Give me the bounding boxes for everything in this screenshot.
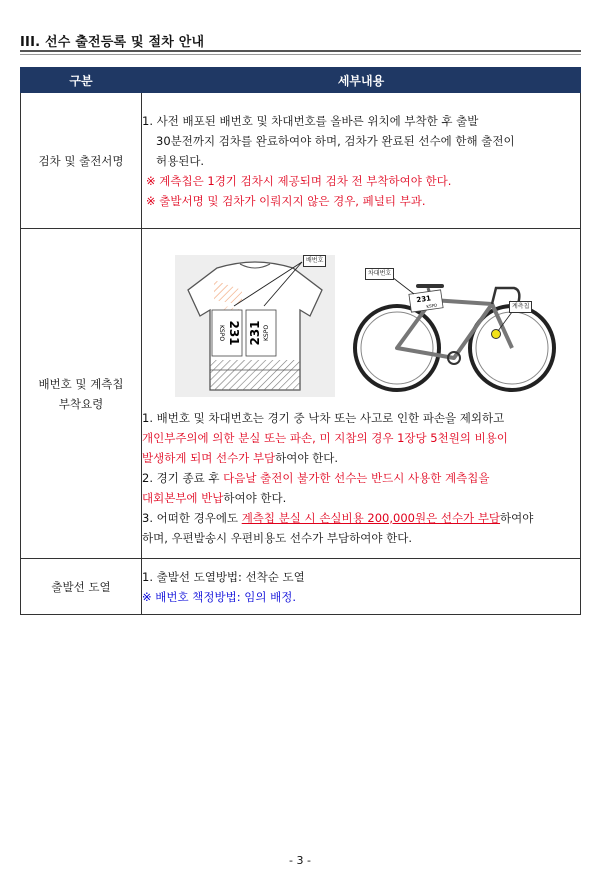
table-row: [21, 93, 581, 229]
item-line: 1. 사전 배포된 배번호 및 차대번호를 올바른 위치에 부착한 후 출발: [142, 113, 479, 128]
bib-side-right: KSPO: [263, 324, 270, 341]
category-start-line: 출발선 도열: [21, 559, 142, 615]
red-span: 다음날 출전이 불가한 선수는 반드시 사용한 계측칩을: [223, 470, 490, 485]
heading-rule-thin: [20, 54, 581, 55]
text-span: 하여야 한다.: [223, 490, 287, 505]
item-line: 30분전까지 검차를 완료하여야 하며, 검차가 완료된 선수에 한해 출전이: [156, 133, 515, 148]
rule-para-3: [142, 508, 580, 548]
frame-arrow: [392, 277, 414, 294]
table-row: [21, 229, 581, 559]
details-bib: [142, 229, 581, 559]
para-line: [142, 468, 580, 488]
item-line: 허용된다.: [156, 153, 205, 168]
bib-number-right: 231: [248, 319, 262, 346]
bib-number-left: 231: [227, 319, 241, 346]
para-line: [142, 448, 580, 468]
heading-rule: [20, 50, 581, 52]
label-frame: 차대번호: [365, 268, 394, 280]
note-chip: ※ 계측칩은 1경기 검차시 제공되며 검차 전 부착하여야 한다.: [146, 173, 452, 188]
header-details: 세부내용: [142, 68, 581, 93]
red-span: 대회본부에 반납: [142, 490, 224, 505]
para-line: [142, 488, 580, 508]
text-span: 3. 어떠한 경우에도: [142, 510, 242, 525]
red-span: 발생하게 되며 선수가 부담: [142, 450, 276, 465]
category-line: 배번호 및 계측칩: [38, 376, 124, 391]
frame-number-sub: KSPO: [426, 302, 438, 309]
category-line: 부착요령: [58, 396, 104, 411]
para-line: [142, 508, 580, 528]
category-inspection: 검차 및 출전서명: [21, 93, 142, 229]
red-underlined-span: 계측칩 분실 시 손실비용 200,000원은 선수가 부담: [241, 510, 501, 525]
rule-para-1: [142, 408, 580, 468]
note-penalty: ※ 출발서명 및 검차가 이뤄지지 않은 경우, 페널티 부과.: [146, 193, 426, 208]
procedure-table: [20, 67, 581, 615]
section-heading: III. 선수 출전등록 및 절차 안내: [20, 35, 205, 50]
details-start-line: [142, 559, 581, 615]
note-bib-assignment: ※ 배번호 책정방법: 임의 배정.: [142, 589, 296, 604]
category-bib: [21, 229, 142, 559]
para-line-red: 개인부주의에 의한 분실 또는 파손, 미 지참의 경우 1장당 5천원의 비용이: [142, 430, 508, 445]
chip-marker-icon: [492, 329, 501, 338]
header-category: 구분: [21, 68, 142, 93]
page-number: - 3 -: [289, 854, 311, 867]
item-line: 1. 출발선 도열방법: 선착순 도열: [142, 569, 305, 584]
text-span: 하여야: [500, 510, 534, 525]
rule-para-2: [142, 468, 580, 508]
bib-side-left: KSPO: [218, 324, 225, 341]
text-span: 하여야 한다.: [275, 450, 339, 465]
attachment-figure: [142, 250, 580, 402]
table-header-row: [21, 68, 581, 93]
label-bib: 배번호: [303, 255, 326, 267]
text-span: 2. 경기 종료 후: [142, 470, 224, 485]
label-chip: 계측칩: [509, 301, 532, 313]
details-inspection: [142, 93, 581, 229]
para-line: 하며, 우편발송시 우편비용도 선수가 부담하여야 한다.: [142, 530, 412, 545]
para-line: 1. 배번호 및 차대번호는 경기 중 낙차 또는 사고로 인한 파손을 제외하고: [142, 410, 505, 425]
table-row: [21, 559, 581, 615]
frame-number: 231: [415, 293, 432, 304]
